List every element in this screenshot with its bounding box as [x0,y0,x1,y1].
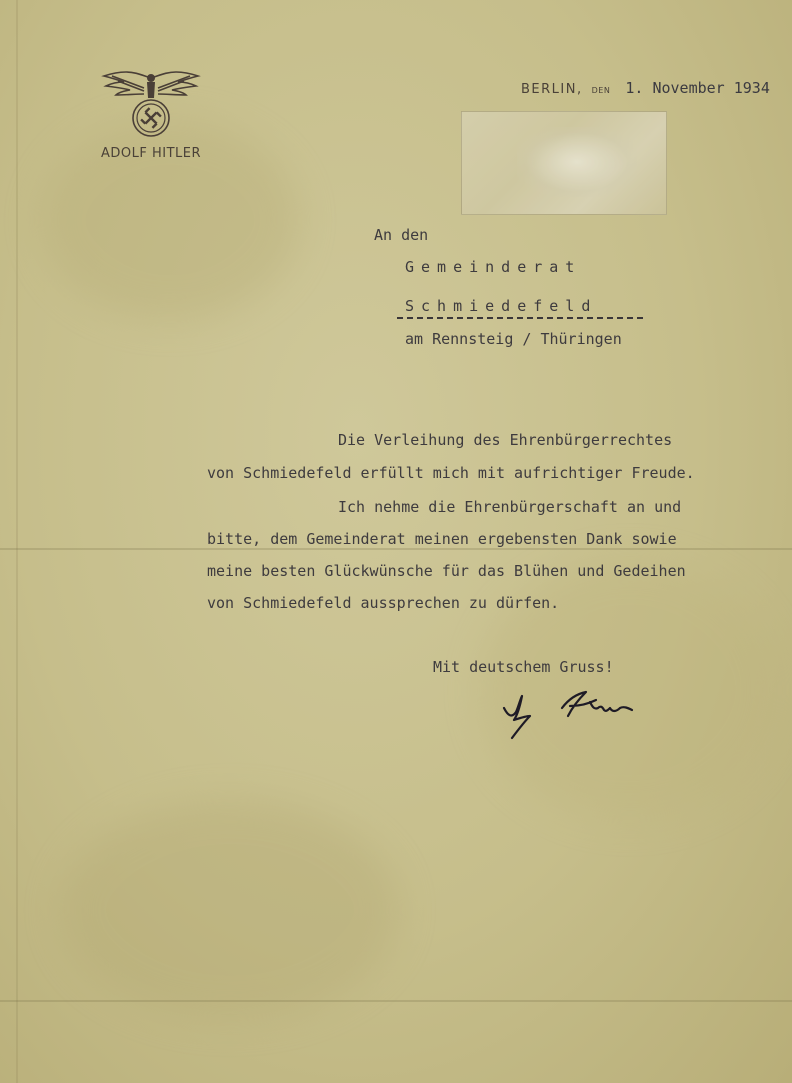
body-line: Die Verleihung des Ehrenbürgerrechtes [338,431,673,449]
paper-edge [16,0,18,1083]
body-line: von Schmiedefeld aussprechen zu dürfen. [207,594,560,612]
body-line: meine besten Glückwünsche für das Blühen und Gedeihen [207,562,686,580]
paper-stain [60,800,400,1020]
body-line: bitte, dem Gemeinderat meinen ergebensten Dank sowie [207,530,677,548]
body-line: von Schmiedefeld erfüllt mich mit aufrichtiger Freude. [207,464,695,482]
letterhead-name: ADOLF HITLER [100,146,202,161]
handwritten-signature [498,686,648,742]
dateline-date: 1. November 1934 [625,79,770,97]
address-recipient: Gemeinderat [405,258,582,276]
dateline [521,79,770,97]
address-town: Schmiedefeld [405,297,598,315]
paper-fold [0,1000,792,1002]
dateline-city: BERLIN, [521,82,583,97]
tape-patch [461,111,667,215]
paper-fold [0,548,792,550]
dateline-den: DEN [591,86,611,95]
address-salutation: An den [374,226,429,244]
body-line: Ich nehme die Ehrenbürgerschaft an und [338,498,682,516]
address-region: am Rennsteig / Thüringen [405,330,622,348]
closing: Mit deutschem Gruss! [433,658,614,676]
eagle-emblem-icon [96,64,206,140]
address-underline [397,317,643,319]
letterhead [86,64,216,161]
